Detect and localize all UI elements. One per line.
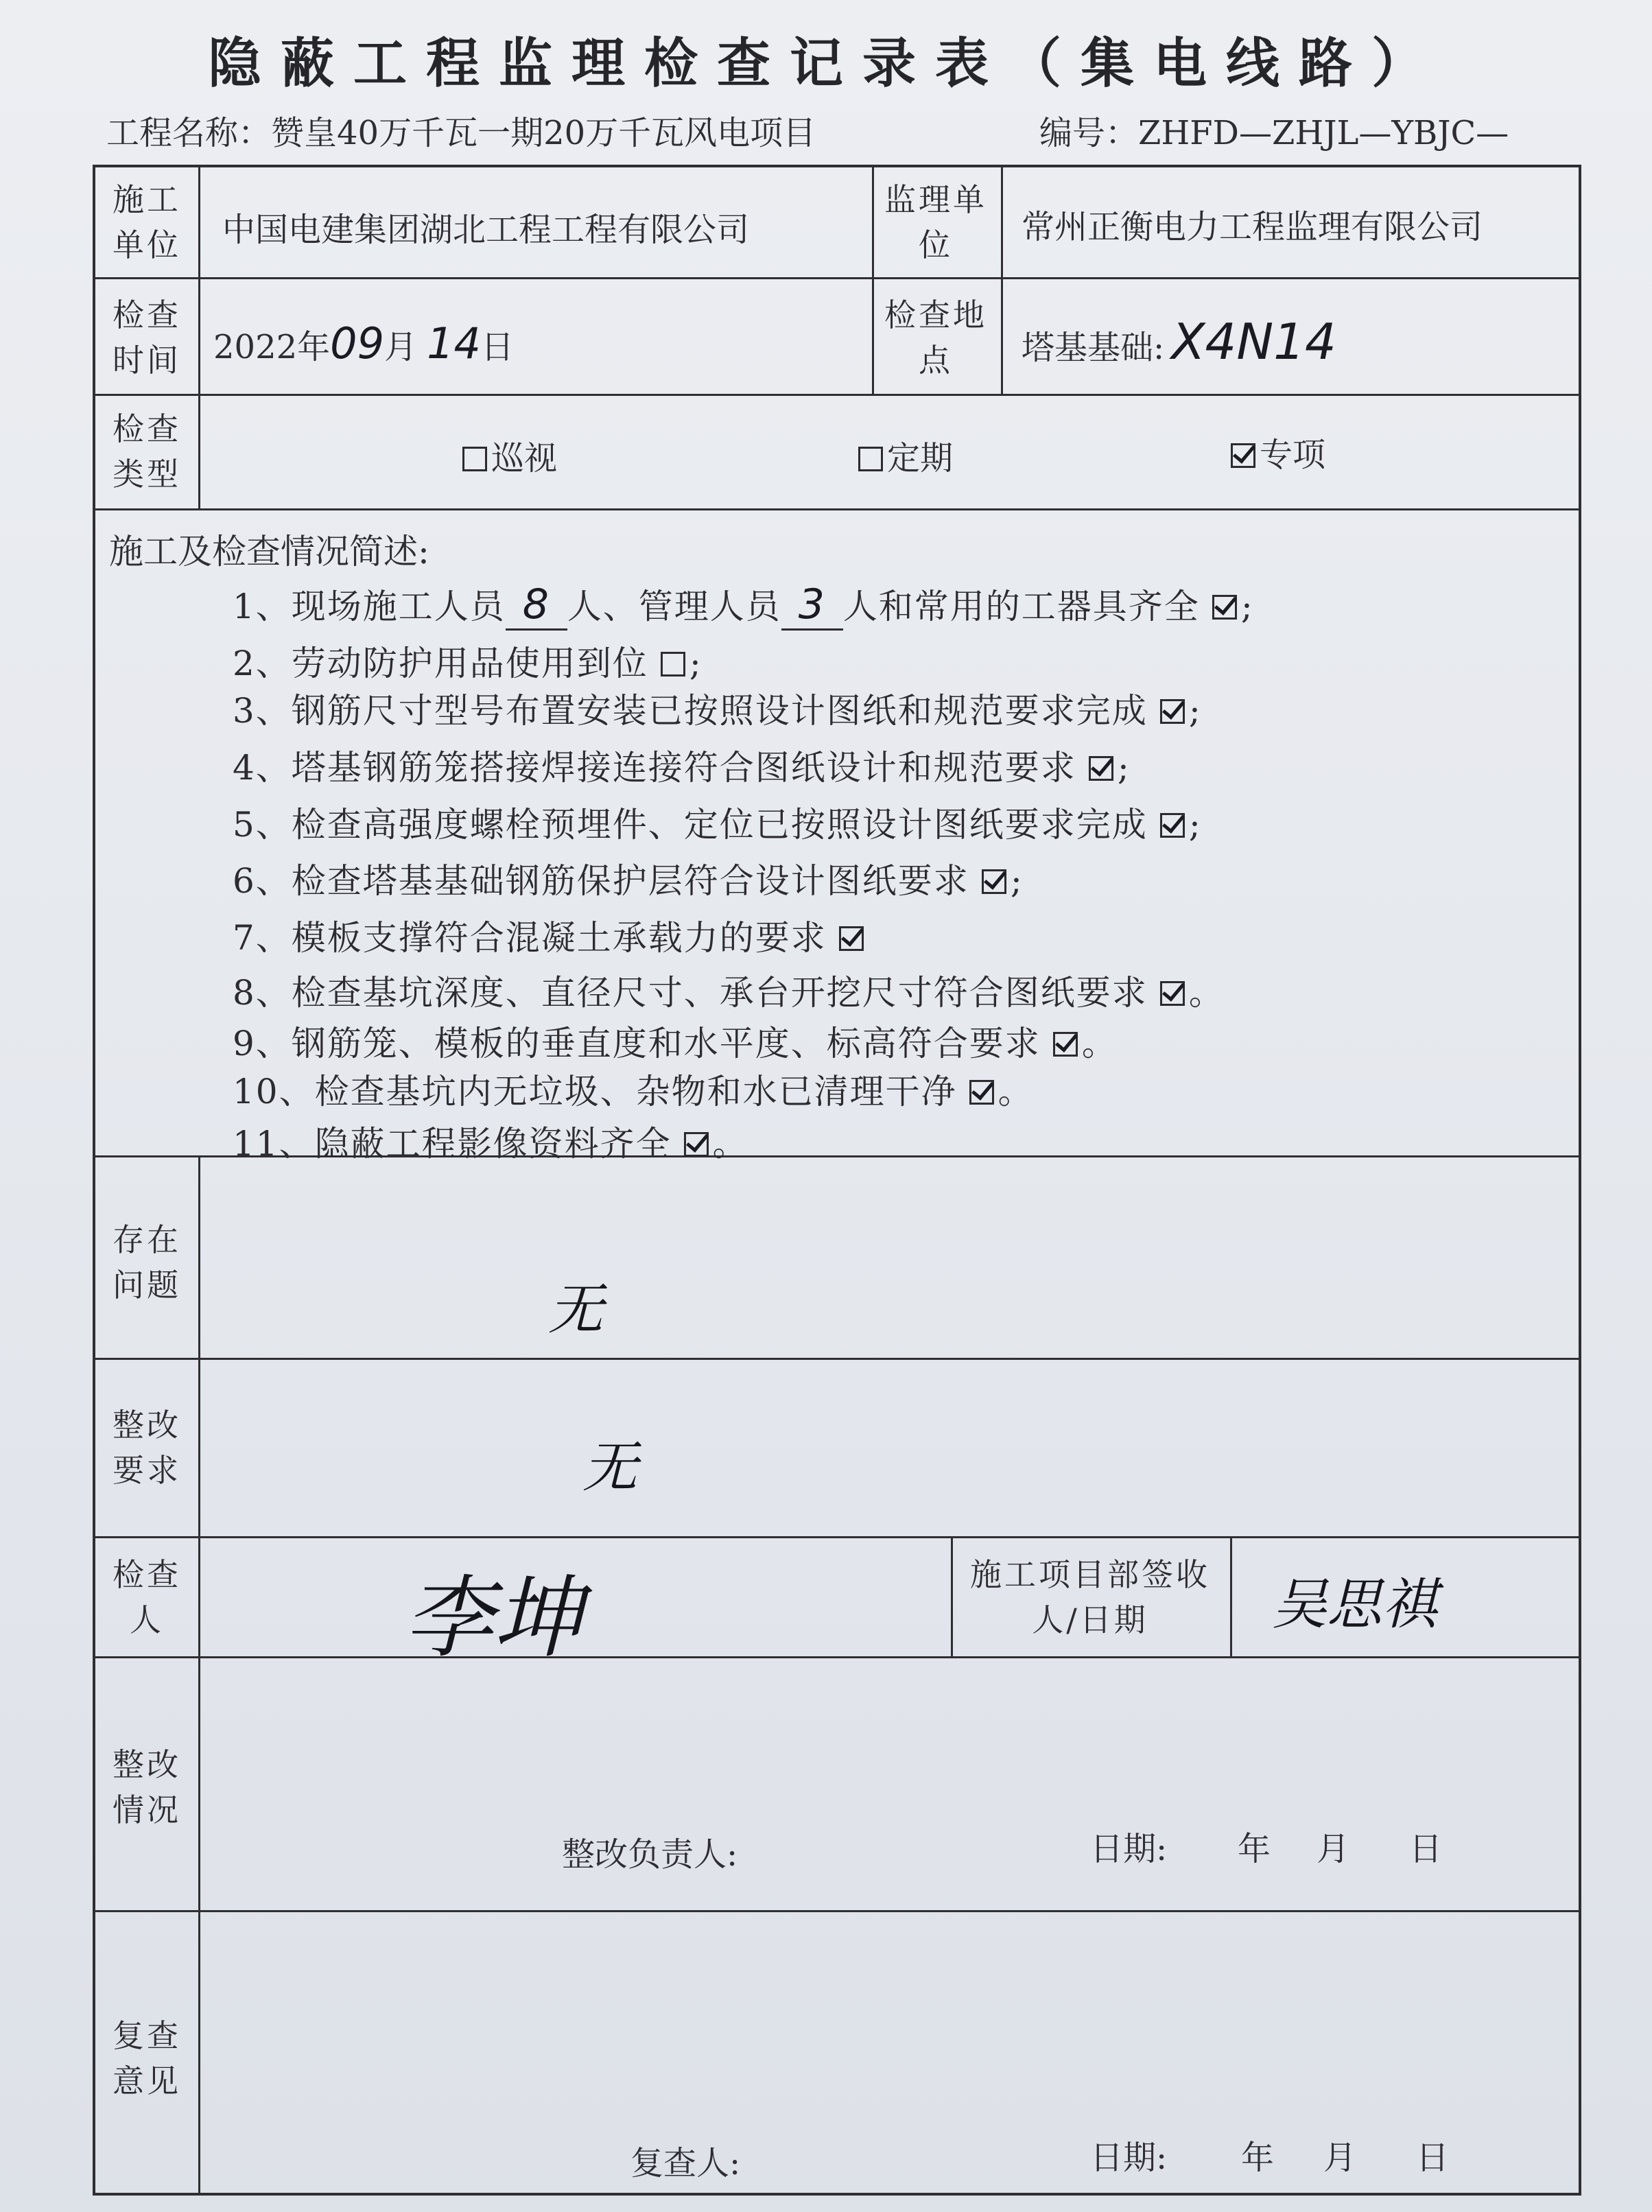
summary-item-8 bbox=[233, 965, 1225, 1015]
checkbox-patrol[interactable] bbox=[462, 447, 487, 471]
row-divider bbox=[95, 1536, 1579, 1538]
summary-item-text: 10、检查基坑内无垃圾、杂物和水已清理干净 bbox=[233, 1072, 957, 1111]
item-checkbox[interactable] bbox=[982, 869, 1006, 894]
workers-count: 8 bbox=[506, 580, 567, 631]
col-divider bbox=[1001, 167, 1003, 394]
rectify-year: 年 bbox=[1238, 1830, 1271, 1868]
item-checkbox[interactable] bbox=[661, 652, 685, 676]
summary-item-9 bbox=[233, 1016, 1118, 1066]
summary-item-4 bbox=[233, 740, 1131, 790]
construction-unit-value: 中国电建集团湖北工程工程有限公司 bbox=[222, 211, 750, 249]
summary-item-end: ; bbox=[1188, 691, 1202, 731]
item1-suffix: 人和常用的工器具齐全 bbox=[842, 587, 1200, 626]
summary-item-2 bbox=[233, 636, 703, 685]
construction-unit-label: 施工单位 bbox=[113, 181, 181, 263]
year-suffix: 年 bbox=[297, 328, 331, 366]
summary-item-end: 。 bbox=[712, 1124, 748, 1164]
check-type-patrol-label: 巡视 bbox=[491, 439, 558, 478]
supervision-unit-label: 监理单位 bbox=[884, 181, 987, 263]
item1-prefix: 1、现场施工人员 bbox=[233, 587, 506, 626]
review-date-label: 日期: bbox=[1090, 2139, 1168, 2177]
summary-item-text: 9、钢筋笼、模板的垂直度和水平度、标高符合要求 bbox=[233, 1024, 1041, 1063]
row-divider bbox=[95, 1910, 1579, 1912]
summary-heading: 施工及检查情况简述: bbox=[109, 532, 429, 572]
summary-item-7 bbox=[233, 910, 868, 960]
summary-item-end: ; bbox=[1188, 805, 1202, 845]
rectify-month: 月 bbox=[1317, 1830, 1350, 1868]
summary-item-text: 4、塔基钢筋笼搭接焊接连接符合图纸设计和规范要求 bbox=[233, 748, 1076, 788]
summary-item-11 bbox=[233, 1116, 748, 1166]
rectify-date-label: 日期: bbox=[1090, 1830, 1168, 1868]
row-divider bbox=[95, 277, 1579, 279]
inspection-table bbox=[93, 165, 1581, 2196]
summary-item-10 bbox=[233, 1064, 1034, 1114]
check-day: 14 bbox=[427, 318, 481, 368]
item1-end: ; bbox=[1240, 587, 1254, 626]
item1-middle: 人、管理人员 bbox=[567, 587, 781, 626]
item-checkbox[interactable] bbox=[839, 926, 864, 951]
project-name-label: 工程名称： bbox=[106, 114, 272, 152]
summary-item-text: 5、检查高强度螺栓预埋件、定位已按照设计图纸要求完成 bbox=[233, 805, 1148, 845]
review-label: 复查意见 bbox=[113, 2017, 181, 2099]
col-divider bbox=[951, 1536, 953, 1656]
check-type-label: 检查类型 bbox=[113, 410, 181, 493]
summary-item-end: 。 bbox=[1188, 973, 1225, 1013]
check-type-patrol[interactable] bbox=[462, 432, 557, 479]
form-title: 隐蔽工程监理检查记录表（集电线路） bbox=[207, 32, 1444, 95]
summary-item-text: 11、隐蔽工程影像资料齐全 bbox=[233, 1124, 672, 1164]
check-year: 2022 bbox=[213, 328, 298, 366]
check-time-value bbox=[213, 318, 514, 368]
check-type-periodic-label: 定期 bbox=[887, 439, 954, 478]
col-divider bbox=[1230, 1536, 1232, 1656]
row-divider bbox=[95, 1358, 1579, 1360]
location-prefix: 塔基基础: bbox=[1022, 329, 1165, 367]
site-receipt-signature: 吴思祺 bbox=[1272, 1573, 1437, 1636]
review-day: 日 bbox=[1416, 2139, 1450, 2177]
row-divider bbox=[95, 394, 1579, 396]
supervision-unit-value: 常州正衡电力工程监理有限公司 bbox=[1022, 208, 1483, 246]
issues-value: 无 bbox=[548, 1278, 603, 1341]
row-divider bbox=[95, 508, 1579, 510]
summary-item-end: ; bbox=[1117, 748, 1131, 788]
item-checkbox[interactable] bbox=[1089, 756, 1113, 781]
item-checkbox[interactable] bbox=[1160, 981, 1185, 1006]
rectify-responsible-label: 整改负责人: bbox=[562, 1835, 738, 1874]
check-type-special-label: 专项 bbox=[1260, 436, 1326, 474]
inspector-label: 检查人 bbox=[113, 1556, 181, 1638]
summary-item-text: 2、劳动防护用品使用到位 bbox=[233, 644, 648, 683]
summary-item-5 bbox=[233, 797, 1202, 847]
month-suffix: 月 bbox=[384, 328, 418, 366]
managers-count: 3 bbox=[781, 580, 843, 631]
rectify-status-label: 整改情况 bbox=[113, 1746, 181, 1828]
check-location-value bbox=[1022, 313, 1336, 370]
summary-item-end: 。 bbox=[998, 1072, 1034, 1111]
item-checkbox[interactable] bbox=[1160, 813, 1185, 838]
day-suffix: 日 bbox=[481, 328, 515, 366]
rectify-req-label: 整改要求 bbox=[113, 1407, 181, 1489]
serial-number bbox=[1039, 106, 1509, 154]
col-divider bbox=[198, 167, 200, 508]
summary-item-end: ; bbox=[1010, 861, 1024, 901]
check-month: 09 bbox=[330, 318, 385, 368]
item-checkbox[interactable] bbox=[1212, 595, 1237, 620]
summary-item-text: 3、钢筋尺寸型号布置安装已按照设计图纸和规范要求完成 bbox=[233, 691, 1148, 731]
site-receipt-label: 施工项目部签收人/日期 bbox=[970, 1556, 1210, 1638]
project-name-value: 赞皇40万千瓦一期20万千瓦风电项目 bbox=[271, 114, 816, 152]
item-checkbox[interactable] bbox=[1160, 699, 1185, 724]
check-location-label: 检查地点 bbox=[884, 296, 987, 379]
rectify-day: 日 bbox=[1409, 1830, 1443, 1868]
summary-item-text: 8、检查基坑深度、直径尺寸、承台开挖尺寸符合图纸要求 bbox=[233, 973, 1148, 1013]
checkbox-periodic[interactable] bbox=[858, 447, 883, 471]
review-year: 年 bbox=[1241, 2139, 1275, 2177]
serial-number-value: ZHFD—ZHJL—YBJC— bbox=[1138, 114, 1509, 152]
col-divider bbox=[198, 1155, 200, 2193]
review-month: 月 bbox=[1323, 2139, 1357, 2177]
summary-item-text: 6、检查塔基基础钢筋保护层符合设计图纸要求 bbox=[233, 861, 969, 901]
item-checkbox[interactable] bbox=[684, 1132, 709, 1157]
check-type-periodic[interactable] bbox=[858, 432, 953, 479]
check-type-special[interactable] bbox=[1231, 428, 1325, 475]
serial-number-label: 编号： bbox=[1039, 114, 1139, 152]
row-divider bbox=[95, 1656, 1579, 1658]
item-checkbox[interactable] bbox=[1053, 1032, 1078, 1057]
summary-item-1 bbox=[233, 579, 1254, 631]
summary-item-6 bbox=[233, 854, 1024, 903]
check-time-label: 检查时间 bbox=[113, 296, 181, 379]
checkbox-special[interactable] bbox=[1231, 443, 1255, 468]
summary-item-end: 。 bbox=[1081, 1024, 1118, 1063]
col-divider bbox=[872, 167, 874, 394]
inspector-signature: 李坤 bbox=[404, 1566, 583, 1670]
item-checkbox[interactable] bbox=[969, 1080, 994, 1105]
issues-label: 存在问题 bbox=[113, 1221, 181, 1304]
summary-item-text: 7、模板支撑符合混凝土承载力的要求 bbox=[233, 918, 827, 958]
reviewer-label: 复查人: bbox=[630, 2144, 741, 2182]
summary-item-3 bbox=[233, 683, 1202, 733]
project-name bbox=[106, 106, 816, 154]
rectify-req-value: 无 bbox=[582, 1435, 637, 1499]
location-code: X4N14 bbox=[1171, 313, 1336, 370]
summary-item-end: ; bbox=[689, 644, 703, 683]
